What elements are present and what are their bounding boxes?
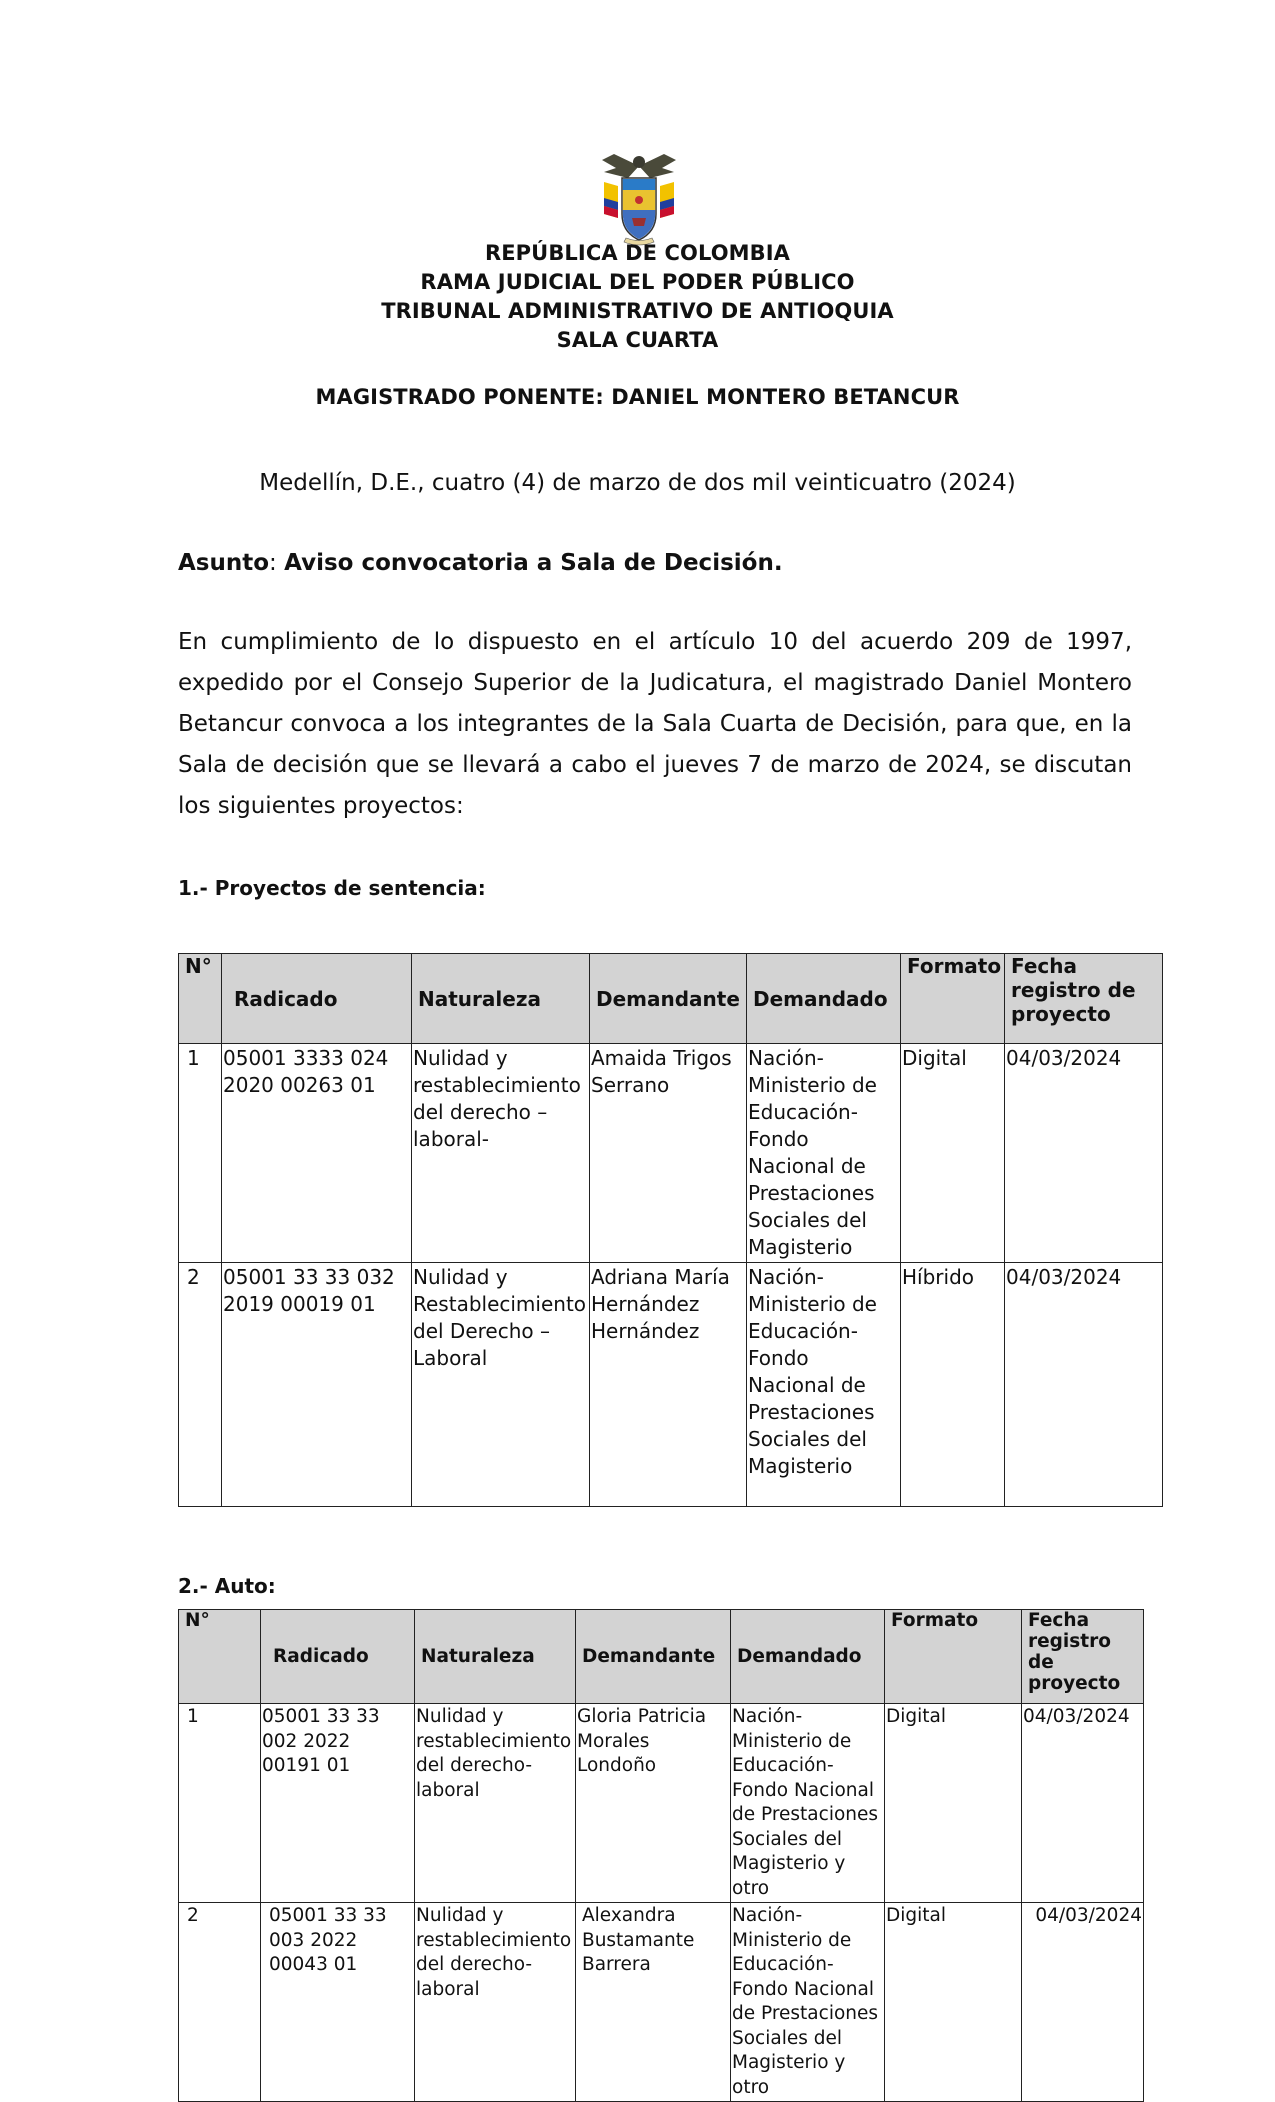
header-formato: Formato [885,1610,1022,1704]
asunto-line: Asunto: Aviso convocatoria a Sala de Decisión. [178,550,783,576]
cell-demandante: Amaida Trigos Serrano [590,1044,747,1263]
cell-num: 1 [179,1704,261,1903]
cell-demandante: Alexandra Bustamante Barrera [576,1903,731,2102]
cell-demandante: Gloria Patricia Morales Londoño [576,1704,731,1903]
cell-formato: Digital [885,1903,1022,2102]
header-num: N° [179,1610,261,1704]
cell-naturaleza: Nulidad y restablecimiento del derecho – laboral- [412,1044,590,1263]
header-radicado: Radicado [261,1610,415,1704]
autos-table [178,1609,1144,2102]
cell-demandado: Nación-Ministerio de Educación-Fondo Nacional de Prestaciones Sociales del Magisterio y otro [731,1704,885,1903]
coat-of-arms-icon [594,148,684,248]
cell-radicado: 05001 33 33 002 2022 00191 01 [261,1704,415,1903]
table-header-row [179,1610,1144,1704]
header-demandante: Demandante [576,1610,731,1704]
header-fecha: Fecha registro de proyecto [1022,1610,1144,1704]
header-demandante: Demandante [590,954,747,1044]
cell-formato: Digital [885,1704,1022,1903]
cell-num: 2 [179,1903,261,2102]
cell-num: 2 [179,1263,222,1507]
section2-title: 2.- Auto: [178,1574,276,1598]
cell-demandado: Nación-Ministerio de Educación-Fondo Nacional de Prestaciones Sociales del Magisterio [747,1263,901,1507]
header-country: REPÚBLICA DE COLOMBIA [484,241,791,265]
section1-title: 1.- Proyectos de sentencia: [178,876,486,900]
cell-num: 1 [179,1044,222,1263]
asunto-label: Asunto [178,550,270,576]
cell-radicado: 05001 33 33 003 2022 00043 01 [261,1903,415,2102]
header-naturaleza: Naturaleza [412,954,590,1044]
table-row [179,1263,1163,1507]
cell-demandado: Nación-Ministerio de Educación-Fondo Nacional de Prestaciones Sociales del Magisterio y otro [731,1903,885,2102]
header-formato: Formato [901,954,1005,1044]
cell-radicado: 05001 3333 024 2020 00263 01 [222,1044,412,1263]
cell-demandado: Nación-Ministerio de Educación-Fondo Nacional de Prestaciones Sociales del Magisterio [747,1044,901,1263]
header-num: N° [179,954,222,1044]
cell-fecha: 04/03/2024 [1022,1903,1144,2102]
document-date: Medellín, D.E., cuatro (4) de marzo de dos mil veinticuatro (2024) [259,470,1016,496]
header-demandado: Demandado [731,1610,885,1704]
table-row [179,1903,1144,2102]
cell-naturaleza: Nulidad y restablecimiento del derecho-laboral [415,1704,576,1903]
cell-formato: Híbrido [901,1263,1005,1507]
asunto-text: Aviso convocatoria a Sala de Decisión. [284,550,783,576]
magistrado-ponente: MAGISTRADO PONENTE: DANIEL MONTERO BETANCUR [315,385,960,409]
cell-fecha: 04/03/2024 [1005,1044,1163,1263]
cell-fecha: 04/03/2024 [1005,1263,1163,1507]
header-tribunal: TRIBUNAL ADMINISTRATIVO DE ANTIOQUIA [381,299,894,323]
table-row [179,1044,1163,1263]
header-demandado: Demandado [747,954,901,1044]
header-naturaleza: Naturaleza [415,1610,576,1704]
header-branch: RAMA JUDICIAL DEL PODER PÚBLICO [420,270,855,294]
header-radicado: Radicado [222,954,412,1044]
cell-formato: Digital [901,1044,1005,1263]
table-row [179,1704,1144,1903]
sentencias-table [178,953,1163,1507]
cell-naturaleza: Nulidad y Restablecimiento del Derecho – Laboral [412,1263,590,1507]
header-sala: SALA CUARTA [556,328,719,352]
cell-demandante: Adriana María Hernández Hernández [590,1263,747,1507]
table-header-row [179,954,1163,1044]
body-paragraph: En cumplimiento de lo dispuesto en el artículo 10 del acuerdo 209 de 1997, expedido por el Consejo Superior de la Judicatura, el magistrado Daniel Montero Betancur convoca a los integrantes de la Sala Cuarta de Decisión, para que, en la Sala de decisión que se llevará a cabo el jueves 7 de marzo de 2024, se discutan los siguientes proyectos: [178,629,1132,819]
cell-naturaleza: Nulidad y restablecimiento del derecho-laboral [415,1903,576,2102]
header-fecha: Fecha registro de proyecto [1005,954,1163,1044]
cell-fecha: 04/03/2024 [1022,1704,1144,1903]
cell-radicado: 05001 33 33 032 2019 00019 01 [222,1263,412,1507]
